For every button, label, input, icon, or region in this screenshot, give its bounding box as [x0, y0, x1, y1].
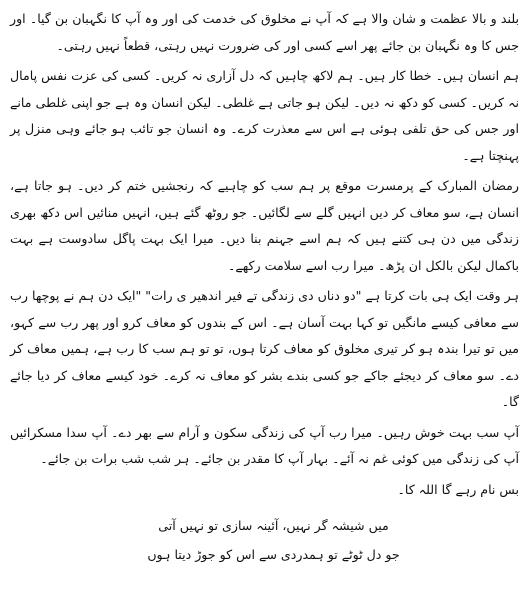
paragraph-4: ہر وقت ایک ہی بات کرتا ہے "دو دناں دی زندگی تے فیر اندھیر ی رات" "ایک دن ہم نے پوچھا رب سے معافی کیسے مانگیں تو کہا بہت آسان ہے۔ اس کے بندوں کو معاف کرو اور پھر رب سے کہو، میں تو تیرا بندہ ہو کر تیری مخلوق کو معاف کرتا ہوں، تو تو ہم سب کا رب ہے، ہمیں معاف کر دے۔ سو معاف کر دیجئے جاکے جو کسی بندے بشر کو معاف نہ کرے۔ خود کیسے معاف کر دیا جائے گا۔	[10, 288, 519, 409]
paragraph-1: بلند و بالا عظمت و شان والا ہے کہ آپ نے مخلوق کی خدمت کی اور وہ آپ کا نگہبان بن گیا۔ اور جس کا وہ نگہبان بن جائے پھر اسے کسی اور کی ضرورت نہیں رہتی، قطعاً نہیں رہتی۔	[10, 11, 519, 53]
paragraph-3: رمضان المبارک کے پرمسرت موقع پر ہم سب کو چاہیے کہ رنجشیں ختم کر دیں۔ ہو جاتا ہے، انسان ہے، سو معاف کر دیں انہیں گلے سے لگائیں۔ جو روٹھ گئے ہیں، انہیں منائیں اس دکھ بھری زندگی میں دن ہی کتنے ہیں کہ ہم اسے جہنم بنا دیں۔ میرا ایک بہت پاگل سادوست ہے بہت باکمال لیکن بالکل ان پڑھ۔ میرا رب اسے سلامت رکھے۔	[10, 178, 519, 273]
paragraph-5: آپ سب بہت خوش رہیں۔ میرا رب آپ کی زندگی سکون و آرام سے بھر دے۔ آپ سدا مسکرائیں آپ کی زندگی میں کوئی غم نہ آئے۔ بہار آپ کا مقدر بن جائے۔ ہر شب شب برات بن جائے۔	[10, 424, 519, 466]
poem-line-1: میں شیشہ گر نہیں، آئینہ سازی تو نہیں آتی	[158, 517, 389, 533]
poem-couplet	[10, 511, 519, 569]
paragraph-2: ہم انسان ہیں۔ خطا کار ہیں۔ ہم لاکھ چاہیں کہ دل آزاری نہ کریں۔ کسی کی عزت نفس پامال نہ کریں۔ کسی کو دکھ نہ دیں۔ لیکن ہو جاتی ہے غلطی۔ لیکن انسان وہ ہے جو اپنی غلطی مانے اور جس کی حق تلفی ہوئی ہے اس سے معذرت کرے۔ وہ انسان جو تائب ہو جائے وہی منزل پر پہنچتا ہے۔	[10, 68, 519, 163]
poem-line-2: جو دل ٹوٹے تو ہمدردی سے اس کو جوڑ دیتا ہوں	[147, 546, 400, 562]
closing-line: بس نام رہے گا اللہ کا۔	[397, 481, 519, 497]
